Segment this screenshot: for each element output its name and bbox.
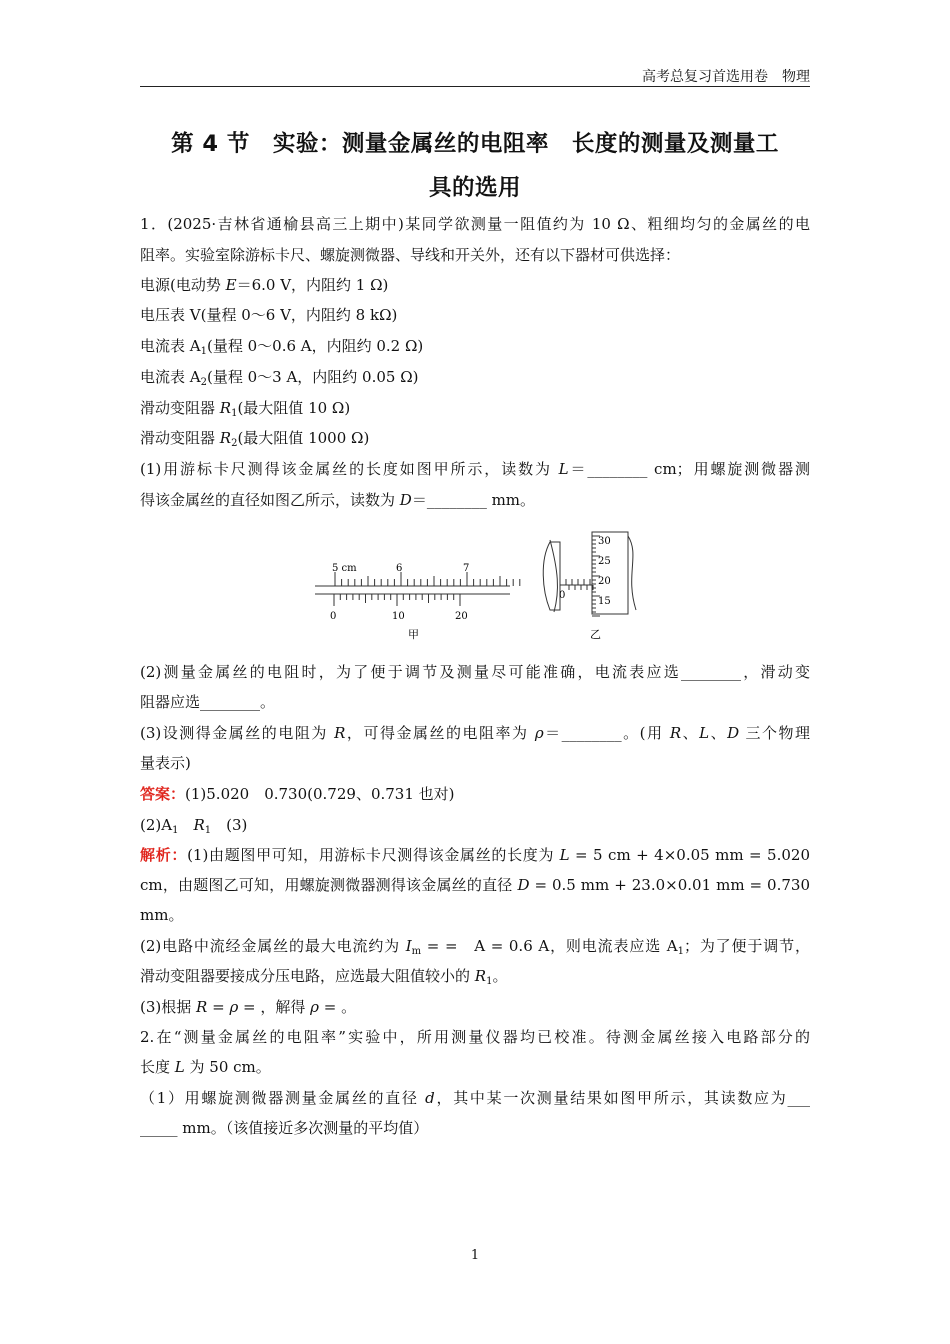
caliper-vernier-label-20: 20	[455, 611, 468, 622]
explanation-line3: mm。	[140, 906, 184, 924]
q1-part2-line2: 阻器应选________。	[140, 693, 276, 711]
micrometer	[543, 532, 636, 616]
explanation-line2: cm，由题图乙可知，用螺旋测微器测得该金属丝的直径 D = 0.5 mm + 23.0×0.01 mm = 0.730	[140, 876, 810, 894]
explanation-line4: (2)电路中流经金属丝的最大电流约为 $I_m$ = = A = 0.6 A，则电流表应选 $A_1$；为了便于调节，	[140, 937, 810, 957]
micrometer-thimble-edge	[628, 536, 636, 610]
equip-voltmeter: 电压表 V(量程 0～6 V，内阻约 8 kΩ)	[140, 306, 398, 324]
answer-line1: 答案：(1)5.020 0.730(0.729、0.731 也对)	[140, 785, 455, 803]
answer-label: 答案：	[140, 785, 186, 803]
caliper-vernier-label-10: 10	[392, 611, 405, 622]
micrometer-thimble-label-20: 20	[598, 576, 611, 587]
q2-line1: 2.在“测量金属丝的电阻率”实验中，所用测量仪器均已校准。待测金属丝接入电路部分的	[140, 1028, 810, 1046]
equip-ammeter-a1: 电流表 $A_1$(量程 0～0.6 A，内阻约 0.2 Ω)	[140, 337, 424, 357]
header-rule	[140, 86, 810, 87]
equip-rheostat-r1: 滑动变阻器 $R_1$(最大阻值 10 Ω)	[140, 399, 351, 419]
answer-line2: $(2)A_1$ $R_1$ (3)	[140, 816, 248, 836]
q1-stem-line1: 1．(2025·吉林省通榆县高三上期中)某同学欲测量一阻值约为 10 Ω、粗细均匀的金属丝的电	[140, 215, 810, 233]
micrometer-thimble-label-15: 15	[598, 596, 611, 607]
explanation-line1: 解析：(1)由题图甲可知，用游标卡尺测得该金属丝的长度为 L = 5 cm + 4×0.05 mm = 5.020	[140, 846, 810, 864]
equip-ammeter-a2: 电流表 $A_2$(量程 0～3 A，内阻约 0.05 Ω)	[140, 368, 419, 388]
micrometer-thimble-label-25: 25	[598, 556, 611, 567]
q2-line3: （1）用螺旋测微器测量金属丝的直径 d，其中某一次测量结果如图甲所示，其读数应为___	[140, 1089, 810, 1107]
q1-part3-line1: (3)设测得金属丝的电阻为 R，可得金属丝的电阻率为 ρ＝________。(用 R、L、D 三个物理	[140, 724, 810, 742]
equip-rheostat-r2: 滑动变阻器 $R_2$(最大阻值 1000 Ω)	[140, 429, 370, 449]
micrometer-thimble-label-30: 30	[598, 536, 611, 547]
micrometer-sleeve-label-0: 0	[559, 590, 566, 601]
caliper-main-label-5cm: 5 cm	[332, 563, 357, 574]
caliper-main-label-6: 6	[396, 563, 403, 574]
micrometer-frame-curve	[550, 540, 557, 612]
explanation-line6: (3)根据 R = ρ = ，解得 ρ = 。	[140, 998, 357, 1016]
q2-line2: 长度 L 为 50 cm。	[140, 1058, 271, 1076]
q1-part1-line2: 得该金属丝的直径如图乙所示，读数为 D＝________ mm。	[140, 491, 536, 509]
caliper-vernier-label-0: 0	[330, 611, 337, 622]
caliper-micrometer-diagram	[310, 530, 650, 645]
section-title-line1: 第 4 节 实验：测量金属丝的电阻率 长度的测量及测量工	[171, 131, 779, 157]
q1-part1-line1: (1)用游标卡尺测得该金属丝的长度如图甲所示，读数为 L＝________ cm；用螺旋测微器测	[140, 460, 810, 478]
q1-stem-line2: 阻率。实验室除游标卡尺、螺旋测微器、导线和开关外，还有以下器材可供选择：	[140, 246, 681, 264]
section-title-line2: 具的选用	[428, 175, 521, 201]
caliper-caption: 甲	[408, 628, 419, 641]
q2-line4: _____ mm。（该值接近多次测量的平均值）	[140, 1119, 429, 1137]
q1-part2-line1: (2)测量金属丝的电阻时，为了便于调节及测量尽可能准确，电流表应选________，滑动变	[140, 663, 810, 681]
q1-part3-line2: 量表示)	[140, 754, 191, 772]
running-header: 高考总复习首选用卷 物理	[642, 69, 810, 85]
equip-source: 电源(电动势 E＝6.0 V，内阻约 1 Ω)	[140, 276, 389, 294]
measurement-figure	[310, 530, 650, 645]
caliper-vernier-ticks	[334, 594, 460, 606]
caliper-main-label-7: 7	[463, 563, 470, 574]
micrometer-caption: 乙	[590, 628, 601, 641]
explanation-label: 解析：	[140, 846, 188, 864]
caliper-main-ticks	[335, 572, 520, 586]
explanation-line5: 滑动变阻器要接成分压电路，应选最大阻值较小的 $R_1$。	[140, 967, 508, 987]
vernier-caliper	[315, 572, 520, 606]
page-number: 1	[470, 1248, 480, 1263]
